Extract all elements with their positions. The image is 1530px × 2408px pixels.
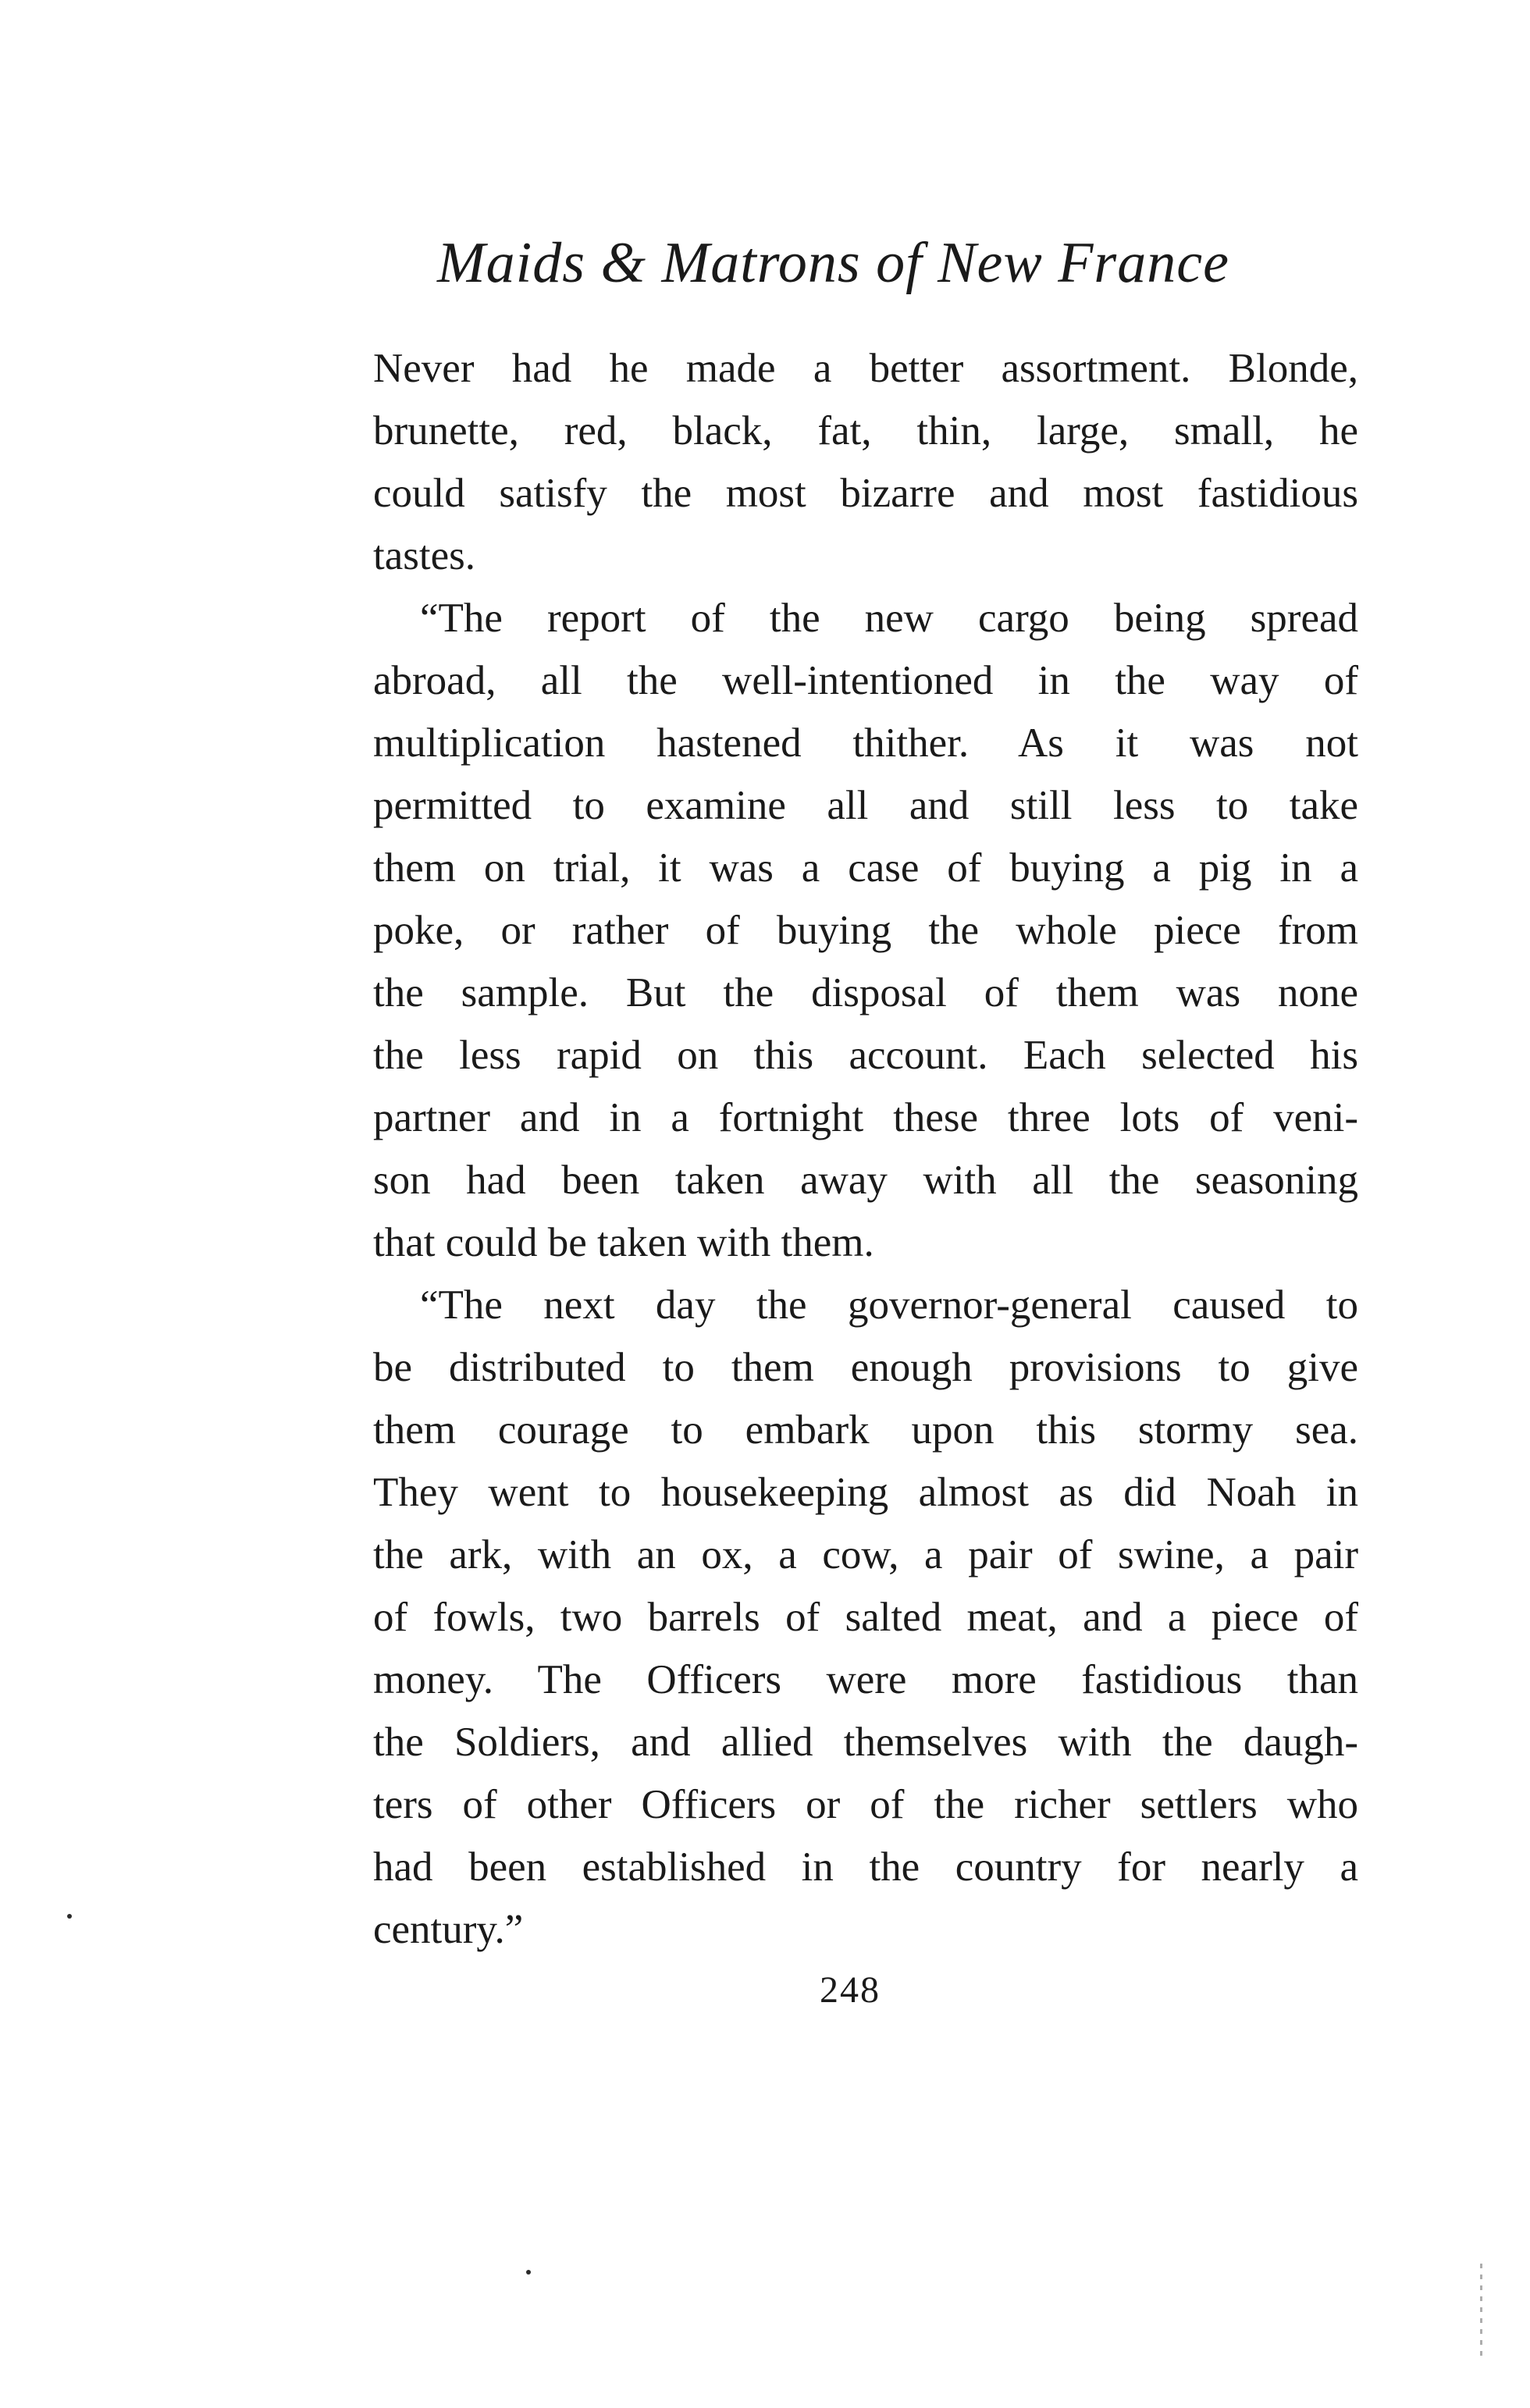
text-line: money. The Officers were more fastidious than: [373, 1657, 1358, 1702]
text-line: abroad, all the well-intentioned in the way of: [373, 658, 1358, 703]
text-line: be distributed to them enough provisions to give: [373, 1345, 1358, 1390]
text-line: “The report of the new cargo being spread: [420, 596, 1358, 641]
text-line: Never had he made a better assortment. Blonde,: [373, 346, 1358, 391]
body-text: [373, 337, 1358, 1961]
text-line: century.”: [373, 1907, 524, 1952]
text-line: the sample. But the disposal of them was none: [373, 970, 1358, 1015]
scan-edge-marks: [1480, 2264, 1482, 2357]
text-line: that could be taken with them.: [373, 1220, 874, 1265]
text-line: the less rapid on this account. Each selected his: [373, 1033, 1358, 1078]
text-line: poke, or rather of buying the whole piece from: [373, 908, 1358, 953]
page-number: 248: [820, 1969, 881, 2011]
text-line: ters of other Officers or of the richer settlers who: [373, 1782, 1358, 1827]
text-line: “The next day the governor-general caused to: [420, 1282, 1358, 1328]
text-line: permitted to examine all and still less to take: [373, 783, 1358, 828]
text-line: tastes.: [373, 533, 475, 578]
running-head: Maids & Matrons of New France: [437, 231, 1229, 295]
scan-speck: [67, 1914, 72, 1919]
text-line: They went to housekeeping almost as did Noah in: [373, 1470, 1358, 1515]
text-line: had been established in the country for nearly a: [373, 1844, 1358, 1890]
text-line: the ark, with an ox, a cow, a pair of swine, a pair: [373, 1532, 1358, 1577]
text-line: partner and in a fortnight these three lots of veni-: [373, 1095, 1358, 1140]
text-line: of fowls, two barrels of salted meat, and a piece of: [373, 1595, 1358, 1640]
text-line: brunette, red, black, fat, thin, large, small, he: [373, 408, 1358, 454]
text-line: them on trial, it was a case of buying a pig in a: [373, 845, 1358, 891]
text-line: son had been taken away with all the seasoning: [373, 1158, 1358, 1203]
text-line: could satisfy the most bizarre and most fastidious: [373, 471, 1358, 516]
text-line: multiplication hastened thither. As it was not: [373, 720, 1358, 766]
text-line: the Soldiers, and allied themselves with the daugh-: [373, 1720, 1358, 1765]
text-line: them courage to embark upon this stormy sea.: [373, 1407, 1358, 1453]
scan-speck: [526, 2270, 531, 2275]
